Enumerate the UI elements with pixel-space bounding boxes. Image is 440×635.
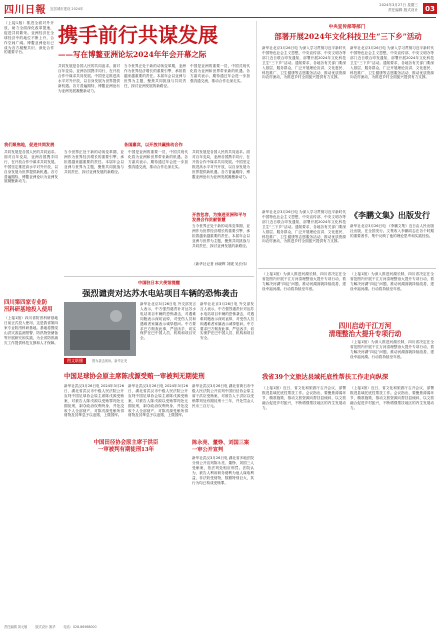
banner-body-a: 新华社北京3月26日电 外交部发言人表示，中方强烈谴责针对达苏水电站项目车辆的恐怖袭击，对遇难同胞表示深切哀悼，对受伤人员和遇难者家属表示诚挚慰问。中方要求巴方彻查此事，严惩凶手，切实保护在巴中国人员、机构和项目安全。 bbox=[140, 302, 196, 341]
lead-left-heading: 我们聚焦地，促进共同发展 bbox=[4, 142, 55, 147]
right-mid-title-line1: 四川启动干江万河 bbox=[338, 322, 392, 330]
bottom-side-body-b: 新华社武汉3月26日电 湖北省多地法院分别公开宣判陈永亮、董铮、刘国三人受贿案，依法判处相应刑罚。法院认为，被告人利用职务便利为他人谋取利益，非法收受财物，数额特别巨大，其行为均已构成受贿罪。 bbox=[192, 456, 254, 485]
book-title: 《李鹏文集》出版发行 bbox=[350, 210, 430, 220]
photo-placeholder-icon bbox=[64, 302, 136, 356]
left-col-body: 共同发展是各国人民的共同追求。面对百年变局，亚洲各国携手同行，在开放合作中谋求共同发展。中国坚定推进高水平对外开放，以自身发展为世界提供新机遇。各方普遍期待，博鳌亚洲论坛为亚洲发展凝聚新动力。 bbox=[4, 150, 58, 184]
footer-designer: 版式设计 姚华 bbox=[35, 625, 56, 629]
date-text: 2024年3月27日 星期三 bbox=[379, 3, 418, 7]
banner-kicker: 中国驻日本大使馆提醒 bbox=[138, 280, 180, 285]
lead-col7: 共同发展是各国人民的共同追求。面对百年变局，亚洲各国携手同行，在开放合作中谋求共同发展。中国坚定推进高水平对外开放，以自身发展为世界提供新机遇。各方普遍期待，博鳌亚洲论坛为亚洲发展凝聚新动力。 bbox=[192, 150, 250, 179]
bottom-sub-title bbox=[64, 440, 188, 454]
bottom-side-title-line2: 一审公开宣判 bbox=[192, 446, 224, 453]
bottom-main-title: 中国足球协会原主席陈戌源受贿一审被判无期徒刑 bbox=[64, 372, 205, 380]
right-top-kicker: 中央宣传部等部门 bbox=[328, 25, 366, 30]
page-number-badge: 03 bbox=[423, 3, 437, 14]
left-mid-title bbox=[4, 300, 64, 313]
right-top-title: 部署开展2024年文化科技卫生“三下乡”活动 bbox=[274, 32, 422, 41]
right-low-title: 我省39个文旅达县域托底性帮扶工作走向纵深 bbox=[262, 374, 389, 381]
lead-title: 携手前行共谋发展 bbox=[58, 23, 218, 47]
bottom-side-title bbox=[192, 440, 256, 453]
left-mid-body: （上接1版）四川省防汛科研基地日前正式投入使用，这是我省第四家专业防汛科研基地。基地将围绕山洪灾害监测预警、防汛物资储备等开展研究和实践，为全省防汛减灾工作提供科技支撑和人才保障。 bbox=[4, 316, 58, 345]
lead-col2: 共同发展是各国人民的共同追求。面对百年变局，亚洲各国携手同行，在开放合作中谋求共同发展。中国坚定推进高水平对外开放，以自身发展为世界提供新机遇。各方普遍期待，博鳌亚洲论坛为亚洲发展凝聚新动力。 bbox=[58, 64, 120, 93]
banner-rule bbox=[64, 276, 254, 277]
page-footer bbox=[4, 624, 204, 629]
lead-bottom-heading: 开放包容，为推进亚洲和平与发展合作贡献智慧 bbox=[192, 212, 247, 222]
masthead-rule bbox=[4, 17, 436, 18]
bottom-sub-title-line1: 中国田径协会原主席于洪臣 bbox=[93, 440, 159, 446]
lead-subtitle: ——写在博鳌亚洲论坛2024年年会开幕之际 bbox=[58, 50, 207, 59]
bottom-side-title-line1: 陈永亮、董铮、刘国三案 bbox=[192, 440, 250, 446]
lead-col6: 中国是亚洲的重要一员，中国式现代化将为亚洲和世界带来新的机遇。各方嘉宾表示，期待通过年会进一步加强沟通交流，推动合作走深走实。 bbox=[128, 150, 188, 169]
right-low-body-a: （上接1版）近日，省文化和旅游厅召开会议，部署推进县域托底性帮扶工作。会议指出，要聚焦薄弱环节，精准施策，推动文旅资源向帮扶县倾斜，以文旅融合促进乡村振兴，不断增强帮扶地区的内生发展动力。 bbox=[262, 386, 346, 410]
right-mid-body-b: （上接1版）为深入推进河湖长制，四川省决定在全省范围内开展干江万河清理整治大提升专项行动，着力解决河湖“四乱”问题，推动河湖面貌持续改善，建设幸福河湖。行动将持续至年底。 bbox=[350, 272, 434, 291]
masthead bbox=[4, 3, 104, 14]
lead-col8: 当今世界正处于新的动荡变革期，亚洲作为世界经济增长的重要引擎，承担着越来越重要的责任。本届年会以亚洲与世界为主题，聚焦共同挑战与共同责任，探讨亚洲发展的新路径。 bbox=[192, 224, 250, 248]
right-low-body-b: （上接1版）近日，省文化和旅游厅召开会议，部署推进县域托底性帮扶工作。会议指出，要聚焦薄弱环节，精准施策，推动文旅资源向帮扶县倾斜，以文旅融合促进乡村振兴，不断增强帮扶地区的内生发展动力。 bbox=[350, 386, 434, 410]
left-mid-title-line2: 汛科研基地投入使用 bbox=[4, 306, 53, 313]
book-body: 新华社北京3月26日电 《李鹏文集》近日由人民出版社出版，在全国发行。文集收入李鹏同志在各个时期的重要著作，集中反映了他的理论思考和实践经验。 bbox=[350, 224, 434, 238]
masthead-subtitle: 宜居城市建设 2024年 bbox=[50, 6, 84, 11]
lead-col3: 当今世界正处于新的动荡变革期，亚洲作为世界经济增长的重要引擎，承担着越来越重要的责任。本届年会以亚洲与世界为主题，聚焦共同挑战与共同责任，探讨亚洲发展的新路径。 bbox=[124, 64, 186, 88]
lead-col5: 当今世界正处于新的动荡变革期，亚洲作为世界经济增长的重要引擎，承担着越来越重要的责任。本届年会以亚洲与世界为主题，聚焦共同挑战与共同责任，探讨亚洲发展的新路径。 bbox=[64, 150, 124, 174]
banner-body-b: 新华社北京3月26日电 外交部发言人表示，中方强烈谴责针对达苏水电站项目车辆的恐怖袭击，对遇难同胞表示深切哀悼，对受伤人员和遇难者家属表示诚挚慰问。中方要求巴方彻查此事，严惩凶手，切实保护在巴中国人员、机构和项目安全。 bbox=[200, 302, 254, 341]
photo-caption: 图为袭击现场。新华社发 bbox=[92, 359, 128, 363]
page-date bbox=[379, 3, 418, 12]
right-mid-title-line2: 清理整治大提升专项行动 bbox=[328, 330, 402, 338]
newspaper-logo: 四川日報 bbox=[4, 5, 46, 16]
right-top-body-c: 新华社北京3月26日电 为深入学习贯彻习近平新时代中国特色社会主义思想，中央宣传部、中央文明办等部门近日联合印发通知，部署开展2024年文化科技卫生“三下乡”活动。通知要求，各地各有关部门要深入基层、服务群众，广泛开展理论宣讲、文化惠民、科技推广、卫生健康等志愿服务活动，推动优质资源向农村流动，为推进乡村全面振兴提供有力支撑。 bbox=[262, 210, 346, 244]
bottom-sub-title-line2: 一审被判有期徒刑13年 bbox=[97, 447, 155, 453]
right-top-body-a: 新华社北京3月26日电 为深入学习贯彻习近平新时代中国特色社会主义思想，中央宣传部、中央文明办等部门近日联合印发通知，部署开展2024年文化科技卫生“三下乡”活动。通知要求，各地各有关部门要深入基层、服务群众，广泛开展理论宣讲、文化惠民、科技推广、卫生健康等志愿服务活动，推动优质资源向农村流动，为推进乡村全面振兴提供有力支撑。 bbox=[262, 46, 346, 80]
lead-byline: （新华社记者 孙晓辉 刘媛 吴长伟） bbox=[192, 262, 250, 266]
bottom-main-body-b: 新华社武汉3月26日电 2024年3月26日，湖北省武汉市中级人民法院公开宣判中国足球协会原主席陈戌源受贿案，对被告人陈戌源以受贿罪判处无期徒刑，剥夺政治权利终身，并处没收个人全部财产，对陈戌源受贿所得财物及其孳息予以追缴，上缴国库。 bbox=[128, 384, 188, 418]
right-divider bbox=[258, 268, 436, 269]
column-divider bbox=[256, 21, 257, 321]
editor-text: 责任编辑 版式设计 bbox=[388, 7, 418, 12]
left-mid-title-line1: 四川第四家专业防 bbox=[4, 300, 48, 306]
right-top-body-b: 新华社北京3月26日电 为深入学习贯彻习近平新时代中国特色社会主义思想，中央宣传部、中央文明办等部门近日联合印发通知，部署开展2024年文化科技卫生“三下乡”活动。通知要求，各地各有关部门要深入基层、服务群众，广泛开展理论宣讲、文化惠民、科技推广、卫生健康等志愿服务活动，推动优质资源向农村流动，为推进乡村全面振兴提供有力支撑。 bbox=[350, 46, 434, 80]
right-mid-body-c: （上接1版）为深入推进河湖长制，四川省决定在全省范围内开展干江万河清理整治大提升专项行动，着力解决河湖“四乱”问题，推动河湖面貌持续改善，建设幸福河湖。行动将持续至年底。 bbox=[350, 340, 434, 359]
photo-label: 图文联播 bbox=[64, 358, 86, 364]
bottom-side-body-a: 新华社武汉3月26日电 湖北省黄石市中级人民法院公开宣判中国田径协会原主席于洪臣受贿案，对被告人于洪臣以受贿罪判处有期徒刑十三年，并处罚金人民币三百万元。 bbox=[192, 384, 254, 408]
bottom-main-body-a: 新华社武汉3月26日电 2024年3月26日，湖北省武汉市中级人民法院公开宣判中国足球协会原主席陈戌源受贿案，对被告人陈戌源以受贿罪判处无期徒刑，剥夺政治权利终身，并处没收个人全部财产，对陈戌源受贿所得财物及其孳息予以追缴，上缴国库。 bbox=[64, 384, 124, 418]
right-mid-body-a: （上接1版）为深入推进河湖长制，四川省决定在全省范围内开展干江万河清理整治大提升专项行动，着力解决河湖“四乱”问题，推动河湖面貌持续改善，建设幸福河湖。行动将持续至年底。 bbox=[262, 272, 346, 291]
left-intro-text: （上接1版）推进全面对外开放，助力全面深化改革提速，促进共同繁荣。亚洲经济在全球经济中的地位不断上升，合作空间广阔。博鳌亚洲论坛已成为各方凝聚共识、深化合作的重要平台。 bbox=[4, 21, 54, 55]
news-photo bbox=[64, 302, 136, 356]
footer-phone: 电话：028-86968000 bbox=[63, 625, 97, 629]
lead-col4: 中国是亚洲的重要一员，中国式现代化将为亚洲和世界带来新的机遇。各方嘉宾表示，期待通过年会进一步加强沟通交流，推动合作走深走实。 bbox=[190, 64, 250, 83]
footer-editor: 责任编辑 刘元敏 bbox=[4, 625, 28, 629]
banner-title: 强烈谴责对达苏水电站项目车辆的恐怖袭击 bbox=[82, 288, 238, 298]
lead-mid-heading: 各国嘉宾，以开放共赢推动合作 bbox=[124, 142, 183, 147]
